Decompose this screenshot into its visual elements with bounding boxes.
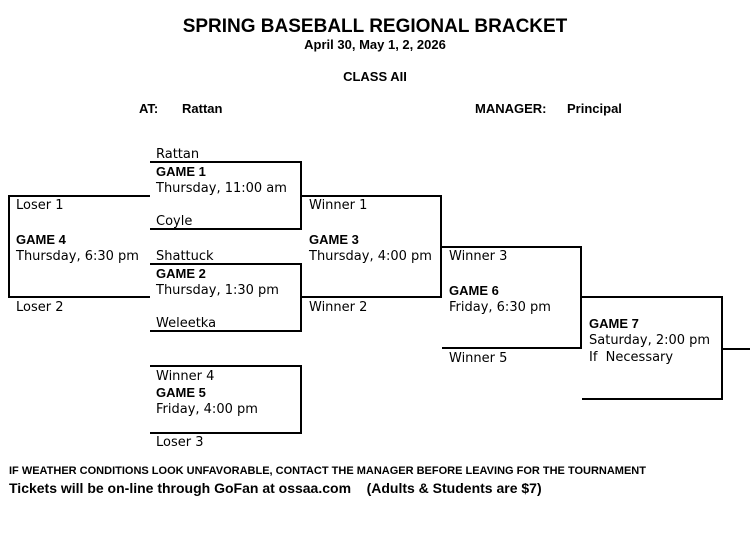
manager-label: MANAGER: xyxy=(475,101,547,116)
tickets-notice: Tickets will be on-line through GoFan at ossaa.com (Adults & Students are $7) xyxy=(9,480,542,496)
at-value: Rattan xyxy=(182,101,223,116)
game2-team-top: Shattuck xyxy=(156,249,214,264)
game4-team-top: Loser 1 xyxy=(16,198,64,213)
game4-title: GAME 4 xyxy=(16,232,66,247)
tournament-dates: April 30, May 1, 2, 2026 xyxy=(304,37,446,52)
game7-time: Saturday, 2:00 pm xyxy=(589,333,711,348)
game1-team-bottom: Coyle xyxy=(156,214,193,229)
game3-team-bottom: Winner 2 xyxy=(309,300,368,315)
game2-title: GAME 2 xyxy=(156,266,206,281)
game3-title: GAME 3 xyxy=(309,232,359,247)
game2-team-bottom: Weleetka xyxy=(156,316,217,331)
class-label: CLASS AII xyxy=(343,69,407,84)
game4-team-bottom: Loser 2 xyxy=(16,300,64,315)
game3-time: Thursday, 4:00 pm xyxy=(309,249,432,264)
manager-value: Principal xyxy=(567,101,622,116)
game2-time: Thursday, 1:30 pm xyxy=(156,283,279,298)
weather-notice: IF WEATHER CONDITIONS LOOK UNFAVORABLE, CONTACT THE MANAGER BEFORE LEAVING FOR THE TOURNAMENT xyxy=(9,465,646,477)
game5-time: Friday, 4:00 pm xyxy=(156,402,258,417)
game4-time: Thursday, 6:30 pm xyxy=(16,249,139,264)
game3-team-top: Winner 1 xyxy=(309,198,368,213)
page-title: SPRING BASEBALL REGIONAL BRACKET xyxy=(182,16,568,37)
game1-time: Thursday, 11:00 am xyxy=(156,181,287,196)
game6-title: GAME 6 xyxy=(449,283,499,298)
game5-team-bottom: Loser 3 xyxy=(156,435,204,450)
game7-title: GAME 7 xyxy=(589,316,639,331)
game6-team-bottom: Winner 5 xyxy=(449,351,508,366)
game1-team-top: Rattan xyxy=(156,147,200,162)
game6-team-top: Winner 3 xyxy=(449,249,508,264)
at-label: AT: xyxy=(139,101,159,116)
game5-title: GAME 5 xyxy=(156,385,206,400)
game7-note: If Necessary xyxy=(589,350,674,365)
game5-team-top: Winner 4 xyxy=(156,369,215,384)
game6-time: Friday, 6:30 pm xyxy=(449,300,551,315)
game1-title: GAME 1 xyxy=(156,164,206,179)
